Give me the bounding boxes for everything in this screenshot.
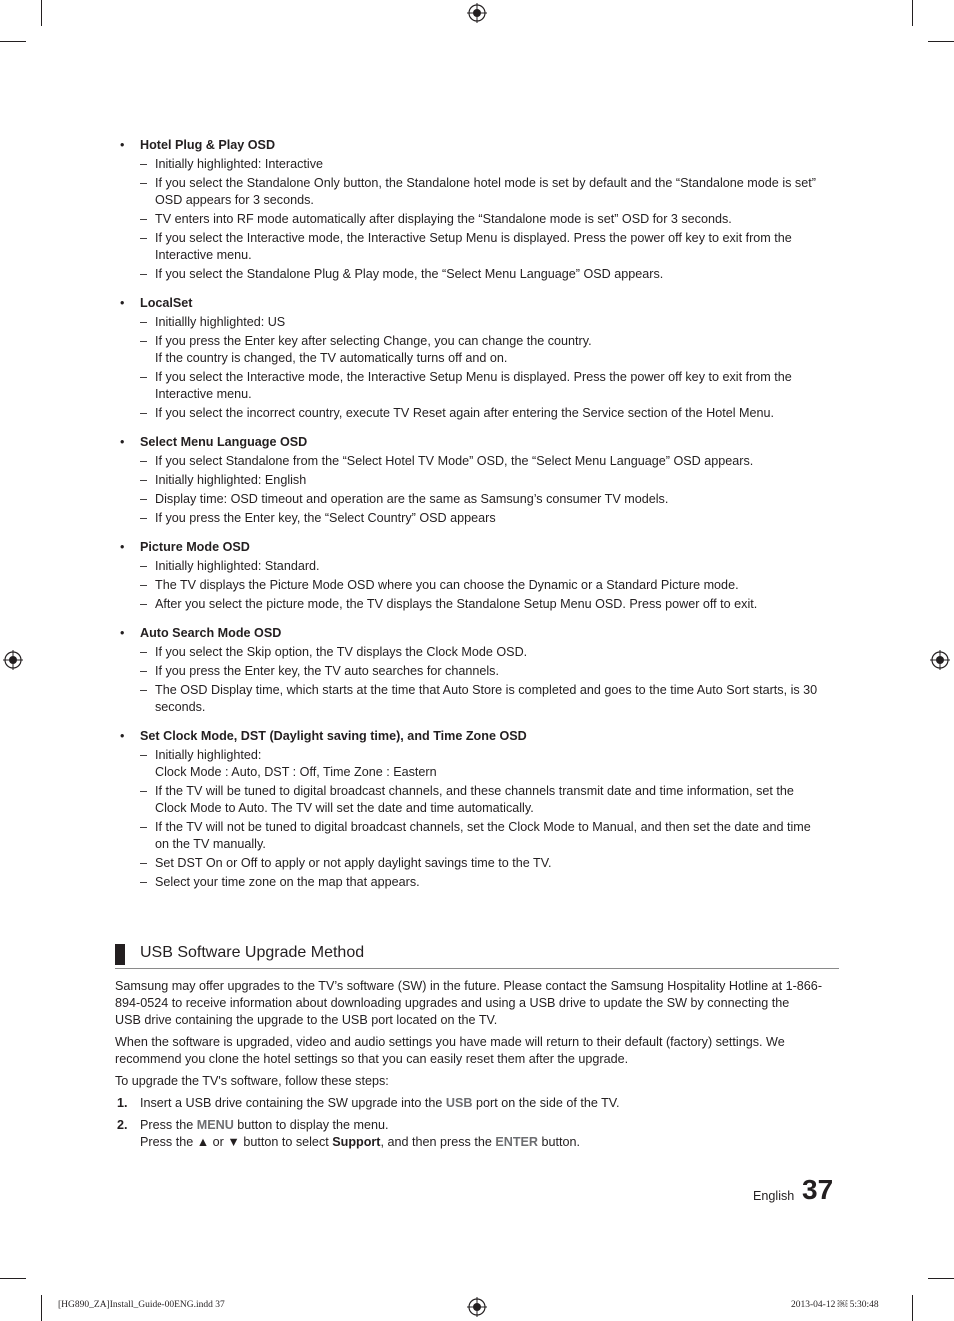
list-item: – If you select the Skip option, the TV displays the Clock Mode OSD.: [140, 645, 528, 659]
list-item: – Initially highlighted: Clock Mode : Auto, DST : Off, Time Zone : Eastern: [140, 748, 437, 779]
osd-settings-list: [115, 137, 839, 903]
paragraph: When the software is upgraded, video and audio settings you have made will return to their default (factory) settings. We recommend you clone the hotel settings so that you can easily reset them after the upgrade.: [115, 1035, 785, 1066]
list-item: – If you select the Interactive mode, the Interactive Setup Menu is displayed. Press the power off key to exit from the Interactive menu.: [140, 231, 792, 262]
bullet-heading: • Auto Search Mode OSD: [120, 626, 282, 640]
bullet-section: [115, 434, 839, 527]
bullet-section: [115, 728, 839, 891]
list-item: – If the TV will not be tuned to digital broadcast channels, set the Clock Mode to Manual, and then set the date and time on the TV manually.: [140, 820, 811, 851]
print-slug-file: [HG890_ZA]Install_Guide-00ENG.indd 37: [58, 1300, 225, 1310]
dash-icon: –: [140, 370, 148, 384]
dash-icon: –: [140, 473, 148, 487]
list-item: – After you select the picture mode, the TV displays the Standalone Setup Menu OSD. Press power off to exit.: [140, 597, 758, 611]
dash-icon: –: [140, 784, 148, 798]
registration-mark-icon: [467, 1297, 487, 1317]
registration-mark-icon: [930, 650, 950, 670]
sub-list: [115, 747, 839, 891]
bullet-icon: •: [120, 729, 125, 743]
crop-mark: [912, 1295, 913, 1321]
crop-mark: [41, 0, 42, 26]
dash-icon: –: [140, 597, 148, 611]
crop-mark: [912, 0, 913, 26]
dash-icon: –: [140, 856, 148, 870]
step-number: 1.: [117, 1096, 128, 1110]
list-item: – The TV displays the Picture Mode OSD where you can choose the Dynamic or a Standard Picture mode.: [140, 578, 739, 592]
list-item: – If you select the incorrect country, execute TV Reset again after entering the Service section of the Hotel Menu.: [140, 406, 775, 420]
dash-icon: –: [140, 578, 148, 592]
dash-icon: –: [140, 664, 148, 678]
step-item: 2. Press the MENU button to display the menu. Press the ▲ or ▼ button to select Support, and then press the ENTER button.: [117, 1118, 581, 1149]
dash-icon: –: [140, 511, 148, 525]
dash-icon: –: [140, 231, 148, 245]
list-item: – If you select the Interactive mode, the Interactive Setup Menu is displayed. Press the power off key to exit from the Interactive menu.: [140, 370, 792, 401]
crop-mark: [0, 1278, 26, 1279]
list-item: – TV enters into RF mode automatically after displaying the “Standalone mode is set” OSD for 3 seconds.: [140, 212, 732, 226]
sub-list: [115, 453, 839, 527]
step-number: 2.: [117, 1118, 128, 1132]
bullet-section: [115, 137, 839, 283]
dash-icon: –: [140, 157, 148, 171]
dash-icon: –: [140, 176, 148, 190]
dash-icon: –: [140, 559, 148, 573]
dash-icon: –: [140, 334, 148, 348]
bullet-heading: • Select Menu Language OSD: [120, 435, 308, 449]
bullet-icon: •: [120, 435, 125, 449]
bullet-heading: • Picture Mode OSD: [120, 540, 250, 554]
usb-section-body: [115, 978, 839, 1156]
dash-icon: –: [140, 820, 148, 834]
sub-list: [115, 558, 839, 613]
keyword: USB: [445, 1096, 473, 1110]
dash-icon: –: [140, 406, 148, 420]
bullet-icon: •: [120, 540, 125, 554]
step-item: 1. Insert a USB drive containing the SW upgrade into the USB port on the side of the TV.: [117, 1096, 620, 1110]
dash-icon: –: [140, 454, 148, 468]
section-heading: [115, 942, 839, 969]
list-item: – If the TV will be tuned to digital broadcast channels, and these channels transmit date and time information, set the Clock Mode to Auto. The TV will set the date and time automatically.: [140, 784, 794, 815]
print-slug-date: 2013-04-12 ￼ 5:30:48: [791, 1300, 879, 1310]
list-item: – If you select the Standalone Plug & Play mode, the “Select Menu Language” OSD appears.: [140, 267, 664, 281]
list-item: – Initially highlighted: English: [140, 473, 307, 487]
heading-bar: [115, 944, 125, 965]
list-item: – Display time: OSD timeout and operation are the same as Samsung’s consumer TV models.: [140, 492, 669, 506]
paragraph: Samsung may offer upgrades to the TV’s software (SW) in the future. Please contact the Samsung Hospitality Hotline at 1-866- 894-0524 to receive information about downloading upgrades and using a USB drive to update the SW by connecting the USB drive containing the upgrade to the USB port located on the TV.: [115, 979, 823, 1027]
dash-icon: –: [140, 315, 148, 329]
list-item: – Select your time zone on the map that appears.: [140, 875, 420, 889]
list-item: – If you select the Standalone Only button, the Standalone hotel mode is set by default and the “Standalone mode is set” OSD appears for 3 seconds.: [140, 176, 816, 207]
bullet-heading: • Hotel Plug & Play OSD: [120, 138, 276, 152]
registration-mark-icon: [3, 650, 23, 670]
bullet-section: [115, 295, 839, 422]
section-title: USB Software Upgrade Method: [140, 944, 365, 961]
crop-mark: [928, 1278, 954, 1279]
crop-mark: [41, 1295, 42, 1321]
dash-icon: –: [140, 212, 148, 226]
crop-mark: [928, 41, 954, 42]
dash-icon: –: [140, 748, 148, 762]
bullet-section: [115, 539, 839, 613]
paragraph: To upgrade the TV's software, follow these steps:: [115, 1074, 389, 1088]
list-item: – If you select Standalone from the “Select Hotel TV Mode” OSD, the “Select Menu Language” OSD appears.: [140, 454, 754, 468]
dash-icon: –: [140, 267, 148, 281]
bullet-heading: • Set Clock Mode, DST (Daylight saving time), and Time Zone OSD: [120, 729, 527, 743]
page-number: 37: [802, 1174, 834, 1205]
list-item: – If you press the Enter key after selecting Change, you can change the country. If the country is changed, the TV automatically turns off and on.: [140, 334, 592, 365]
dash-icon: –: [140, 683, 148, 697]
list-item: – Initially highlighted: Standard.: [140, 559, 320, 573]
list-item: – Initially highlighted: Interactive: [140, 157, 324, 171]
bullet-icon: •: [120, 296, 125, 310]
bullet-icon: •: [120, 138, 125, 152]
dash-icon: –: [140, 645, 148, 659]
bullet-section: [115, 625, 839, 716]
sub-list: [115, 314, 839, 422]
list-item: – Set DST On or Off to apply or not apply daylight savings time to the TV.: [140, 856, 552, 870]
keyword: Support: [332, 1135, 381, 1149]
registration-mark-icon: [467, 3, 487, 23]
bullet-icon: •: [120, 626, 125, 640]
list-item: – The OSD Display time, which starts at the time that Auto Store is completed and goes to the time Auto Sort starts, is 30 seconds.: [140, 683, 818, 714]
list-item: – If you press the Enter key, the TV auto searches for channels.: [140, 664, 499, 678]
keyword: ENTER: [495, 1135, 539, 1149]
list-item: – Initiallly highlighted: US: [140, 315, 286, 329]
list-item: – If you press the Enter key, the “Select Country” OSD appears: [140, 511, 496, 525]
dash-icon: –: [140, 875, 148, 889]
keyword: MENU: [196, 1118, 234, 1132]
sub-list: [115, 644, 839, 716]
sub-list: [115, 156, 839, 283]
dash-icon: –: [140, 492, 148, 506]
bullet-heading: • LocalSet: [120, 296, 193, 310]
crop-mark: [0, 41, 26, 42]
footer-language: English: [753, 1189, 795, 1203]
